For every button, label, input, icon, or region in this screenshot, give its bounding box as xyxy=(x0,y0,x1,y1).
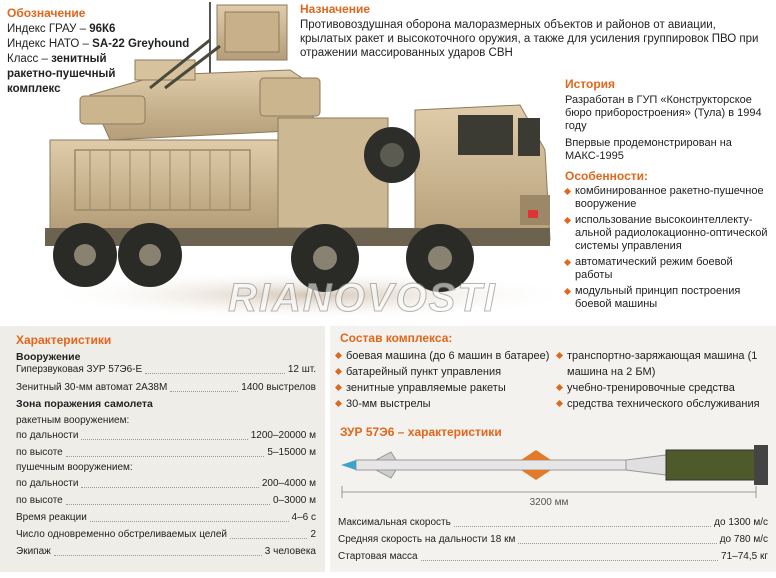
history-block xyxy=(565,78,770,167)
gun-subheader: пушечным вооружением: xyxy=(16,462,133,473)
table-row xyxy=(16,381,316,395)
class-value: зенитный ракетно-пушечный комплекс xyxy=(7,53,116,95)
watermark: RIANOVOSTI xyxy=(228,276,497,320)
purpose-text: Противовоздушная оборона малоразмерных объектов и районов от авиации, крылатых ракет и высокоточного оружия, а также для усиления группировок ПВО при отражении массированных ударов СВН xyxy=(300,19,759,59)
missile-illustration xyxy=(336,440,772,510)
table-row xyxy=(16,511,316,525)
row-value: 12 шт. xyxy=(287,364,316,375)
features-block xyxy=(565,170,770,314)
list-item: зенитные управляемые ракеты xyxy=(336,380,556,396)
table-row xyxy=(338,516,768,530)
missile-length-label: 3200 мм xyxy=(529,497,569,508)
list-item: боевая машина (до 6 машин в батарее) xyxy=(336,348,556,364)
features-header: Особенности: xyxy=(565,169,649,183)
missile-subheader: ракетным вооружением: xyxy=(16,415,130,426)
table-row xyxy=(16,477,316,491)
row-value: 5–15000 м xyxy=(267,447,316,458)
row-label: Зенитный 30-мм автомат 2А38М xyxy=(16,382,168,393)
row-label: Средняя скорость на дальности 18 км xyxy=(338,534,516,545)
list-item: средства технического обслуживания xyxy=(557,396,772,412)
list-item: комбинированное ракетно-пушечное вооружение xyxy=(565,185,770,211)
table-row xyxy=(16,545,316,559)
row-label: по высоте xyxy=(16,495,63,506)
nato-value: SA-22 Greyhound xyxy=(92,38,190,50)
row-value: 200–4000 м xyxy=(261,478,316,489)
row-value: 0–3000 м xyxy=(272,495,316,506)
row-value: до 1300 м/с xyxy=(714,517,768,528)
history-header: История xyxy=(565,77,616,91)
row-value: до 780 м/с xyxy=(719,534,768,545)
row-value: 71–74,5 кг xyxy=(721,551,768,562)
purpose-header: Назначение xyxy=(300,2,371,16)
row-label: Число одновременно обстреливаемых целей xyxy=(16,529,228,540)
missile-title: ЗУР 57Э6 – характеристики xyxy=(340,425,502,439)
table-row xyxy=(338,550,768,564)
history-text-1: Разработан в ГУП «Конструкторское бюро приборостроения» (Тула) в 1994 году xyxy=(565,94,762,132)
row-value: 1400 выстрелов xyxy=(241,382,316,393)
composition-title: Состав комплекса: xyxy=(340,331,453,345)
row-label: Максимальная скорость xyxy=(338,517,451,528)
row-value: 3 человека xyxy=(264,546,316,557)
table-row xyxy=(16,494,316,508)
zone-header: Зона поражения самолета xyxy=(16,398,153,410)
history-text-2: Впервые продемонстрирован на МАКС-1995 xyxy=(565,137,732,162)
grau-label: Индекс ГРАУ – xyxy=(7,23,90,35)
class-label: Класс – xyxy=(7,53,52,65)
weapons-header: Вооружение xyxy=(16,351,81,363)
row-value: 1200–20000 м xyxy=(250,430,316,441)
list-item: транспортно-заряжающая машина (1 машина на 2 БМ) xyxy=(557,348,772,380)
row-label: по дальности xyxy=(16,478,79,489)
row-label: Гиперзвуковая ЗУР 57Э6-Е xyxy=(16,364,143,375)
grau-value: 96К6 xyxy=(89,23,116,35)
composition-list-left xyxy=(336,348,556,412)
characteristics-title: Характеристики xyxy=(16,333,112,347)
nato-label: Индекс НАТО – xyxy=(7,38,93,50)
list-item: использование высокоинтеллекту-альной радиолокационно-оптической системы управления xyxy=(565,214,770,253)
table-row xyxy=(16,429,316,443)
row-value: 2 xyxy=(310,529,316,540)
features-list xyxy=(565,185,770,311)
table-row xyxy=(16,446,316,460)
list-item: батарейный пункт управления xyxy=(336,364,556,380)
purpose-block xyxy=(300,2,770,60)
list-item: 30-мм выстрелы xyxy=(336,396,556,412)
list-item: модульный принцип построения боевой машины xyxy=(565,285,770,311)
row-label: Стартовая масса xyxy=(338,551,418,562)
list-item: учебно-тренировочные средства xyxy=(557,380,772,396)
row-label: по высоте xyxy=(16,447,63,458)
row-label: по дальности xyxy=(16,430,79,441)
row-value: 4–6 с xyxy=(291,512,316,523)
table-row xyxy=(16,528,316,542)
table-row xyxy=(338,533,768,547)
designation-header: Обозначение xyxy=(7,6,86,20)
table-row xyxy=(16,363,316,377)
row-label: Время реакции xyxy=(16,512,87,523)
row-label: Экипаж xyxy=(16,546,51,557)
composition-list-right xyxy=(557,348,772,412)
list-item: автоматический режим боевой работы xyxy=(565,256,770,282)
